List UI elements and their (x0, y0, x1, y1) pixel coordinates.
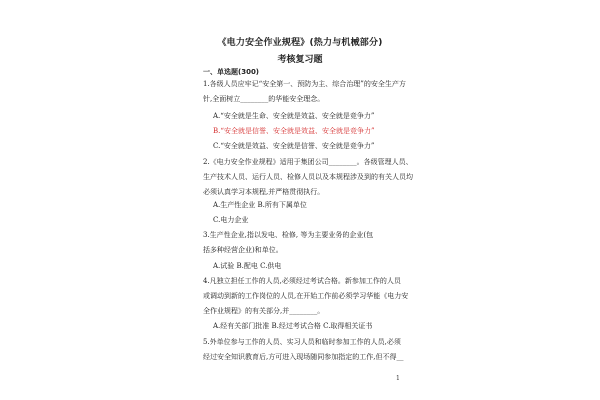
q4-line2: 或调动到新的工作岗位的人员,在开始工作前必须学习华能《电力安 (203, 292, 409, 300)
q1-opt-b: B.“安全就是信誉、安全就是效益、安全就是竞争力” (213, 127, 375, 135)
q2-line1: 2.《电力安全作业规程》适用于集团公司________。各级管理人员、 (203, 158, 413, 166)
q3-line1: 3.生产性企业,指以发电、检修, 等为主要业务的企业(包 (203, 231, 374, 239)
q2-line3: 必须认真学习本规程,并严格贯彻执行。 (203, 188, 325, 196)
q2-opt-ab: A.生产性企业 B.所有下属单位 (213, 201, 307, 209)
q5-line2: 经过安全知识教育后,方可进入现场随同参加指定的工作,但不得__ (203, 353, 404, 361)
document-subtitle: 考核复习题 (277, 55, 323, 65)
q3-line2: 括多种经营企业)和单位。 (203, 246, 283, 254)
q4-line3: 全作业规程》的有关部分,并________。 (203, 307, 325, 315)
q4-opt-abc: A.经有关部门批准 B.经过考试合格 C.取得相关证书 (213, 322, 373, 330)
q5-line1: 5.外单位参与工作的人员、实习人员和临时参加工作的人员,必须 (203, 338, 401, 346)
q1-line1: 1.各级人员应牢记“安全第一、预防为主、综合治理”的安全生产方 (203, 80, 406, 88)
q1-opt-c: C.“安全就是效益、安全就是信誉、安全就是竞争力” (213, 142, 375, 150)
q3-opt-abc: A.试验 B.配电 C.供电 (213, 262, 282, 270)
q4-line1: 4.凡独立担任工作的人员,必须经过考试合格。新参加工作的人员 (203, 277, 401, 285)
page-number: 1 (396, 375, 400, 382)
q1-opt-a: A.“安全就是生命、安全就是效益、安全就是竞争力” (213, 112, 375, 120)
q1-line2: 针,全面树立________的华能安全理念。 (203, 95, 325, 103)
q2-opt-c: C.电力企业 (213, 216, 249, 224)
section-heading: 一、单选题(300) (203, 68, 260, 76)
q2-line2: 生产技术人员、运行人员、检修人员以及本规程涉及到的有关人员均 (203, 173, 413, 181)
document-title: 《电力安全作业规程》(热力与机械部分) (217, 38, 383, 48)
